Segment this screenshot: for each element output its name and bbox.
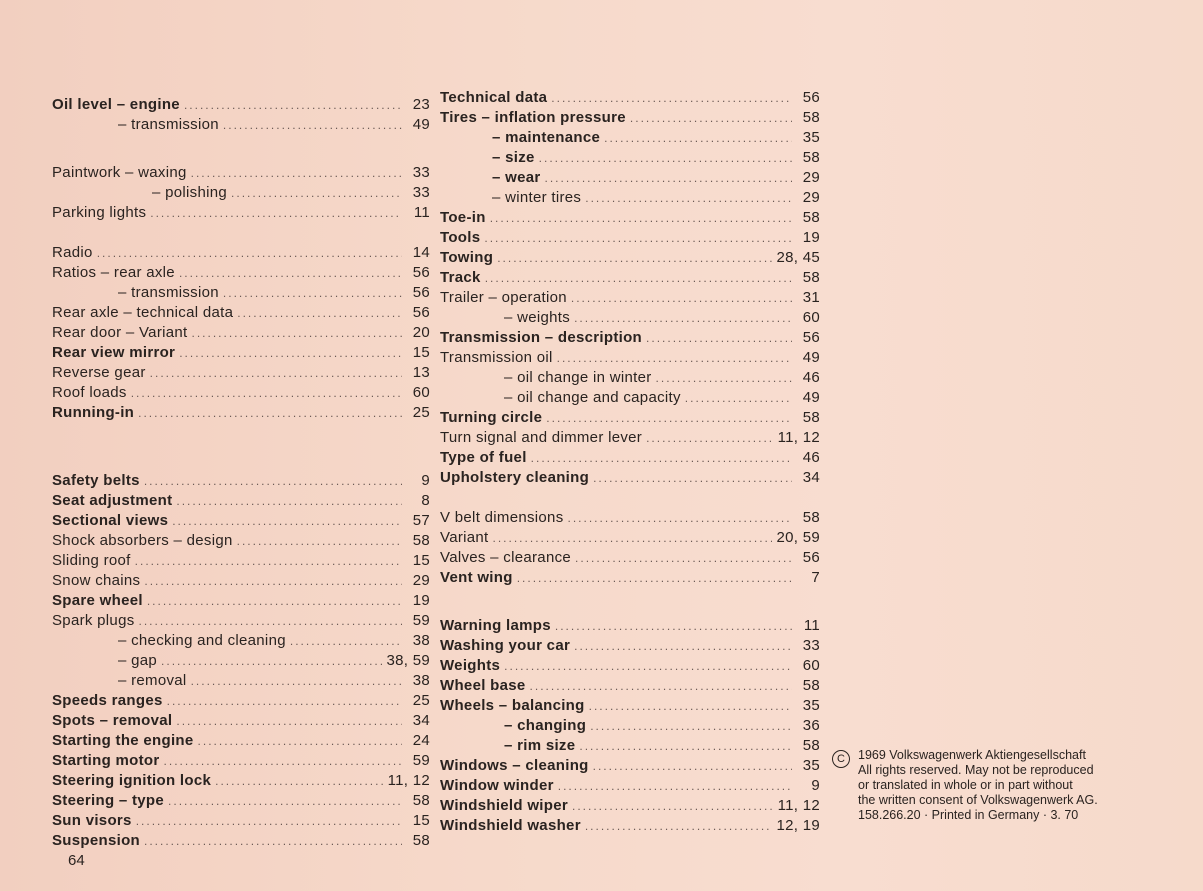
index-page-ref: 28, 45 bbox=[776, 249, 820, 266]
index-entry bbox=[440, 548, 820, 568]
index-page-ref: 59 bbox=[412, 612, 430, 629]
index-page-ref: 58 bbox=[802, 269, 820, 286]
index-page-ref: 11, 12 bbox=[777, 429, 820, 446]
index-entry bbox=[52, 491, 430, 511]
index-page-ref: 56 bbox=[802, 329, 820, 346]
index-term: Oil level – engine bbox=[52, 96, 180, 113]
index-term: Rear view mirror bbox=[52, 344, 176, 361]
dot-leader bbox=[557, 348, 792, 368]
index-page-ref: 58 bbox=[802, 409, 820, 426]
section-gap bbox=[52, 451, 430, 471]
index-term: Rear door – Variant bbox=[52, 324, 188, 341]
index-page-ref: 60 bbox=[802, 657, 820, 674]
index-entry bbox=[440, 468, 820, 488]
index-term: Ratios – rear axle bbox=[52, 264, 175, 281]
dot-leader bbox=[497, 248, 772, 268]
page-number: 64 bbox=[68, 852, 85, 869]
index-entry bbox=[440, 288, 820, 308]
index-page-ref: 9 bbox=[811, 777, 820, 794]
index-term: V belt dimensions bbox=[440, 509, 564, 526]
index-page-ref: 59 bbox=[412, 752, 430, 769]
dot-leader bbox=[215, 771, 383, 791]
dot-leader bbox=[191, 671, 402, 691]
index-term: Running-in bbox=[52, 404, 135, 421]
index-page-ref: 15 bbox=[412, 552, 430, 569]
index-entry bbox=[52, 403, 430, 423]
index-page-ref: 49 bbox=[412, 116, 430, 133]
index-term: Type of fuel bbox=[440, 449, 527, 466]
index-page-ref: 29 bbox=[802, 169, 820, 186]
index-entry bbox=[440, 368, 820, 388]
index-term: Seat adjustment bbox=[52, 492, 173, 509]
copyright-line: 158.266.20 · Printed in Germany · 3. 70 bbox=[858, 808, 1079, 822]
index-entry bbox=[52, 363, 430, 383]
dot-leader bbox=[579, 736, 792, 756]
dot-leader bbox=[572, 796, 774, 816]
dot-leader bbox=[484, 228, 792, 248]
dot-leader bbox=[539, 148, 792, 168]
index-page-ref: 38 bbox=[412, 672, 430, 689]
index-page-ref: 56 bbox=[802, 549, 820, 566]
index-page-ref: 49 bbox=[802, 389, 820, 406]
index-entry bbox=[440, 776, 820, 796]
index-page-ref: 33 bbox=[412, 184, 430, 201]
index-entry bbox=[52, 671, 430, 691]
index-term: Sectional views bbox=[52, 512, 169, 529]
index-entry bbox=[52, 383, 430, 403]
index-page-ref: 58 bbox=[412, 792, 430, 809]
section-gap bbox=[52, 423, 430, 451]
index-page-ref: 25 bbox=[412, 404, 430, 421]
index-term: – transmission bbox=[118, 116, 219, 133]
index-page-ref: 11 bbox=[803, 617, 820, 634]
index-term: – maintenance bbox=[492, 129, 601, 146]
copyright-line: 1969 Volkswagenwerk Aktiengesellschaft bbox=[858, 748, 1086, 762]
index-term: Rear axle – technical data bbox=[52, 304, 234, 321]
index-entry bbox=[52, 243, 430, 263]
index-page-ref: 56 bbox=[802, 89, 820, 106]
index-page-ref: 8 bbox=[421, 492, 430, 509]
dot-leader bbox=[237, 531, 402, 551]
index-entry bbox=[52, 263, 430, 283]
index-term: Shock absorbers – design bbox=[52, 532, 233, 549]
dot-leader bbox=[150, 203, 402, 223]
index-page-ref: 20, 59 bbox=[776, 529, 820, 546]
index-entry bbox=[440, 108, 820, 128]
index-term: – transmission bbox=[118, 284, 219, 301]
index-page-ref: 31 bbox=[802, 289, 820, 306]
section-gap bbox=[52, 223, 430, 243]
index-page-ref: 15 bbox=[412, 812, 430, 829]
index-entry bbox=[440, 816, 820, 836]
index-entry bbox=[440, 528, 820, 548]
dot-leader bbox=[546, 408, 792, 428]
dot-leader bbox=[176, 711, 402, 731]
dot-leader bbox=[517, 568, 792, 588]
index-entry bbox=[440, 636, 820, 656]
dot-leader bbox=[571, 288, 792, 308]
index-term: Vent wing bbox=[440, 569, 513, 586]
index-page-ref: 58 bbox=[802, 109, 820, 126]
dot-leader bbox=[167, 691, 402, 711]
dot-leader bbox=[136, 811, 402, 831]
index-term: – rim size bbox=[504, 737, 576, 754]
dot-leader bbox=[646, 328, 792, 348]
index-entry bbox=[440, 188, 820, 208]
dot-leader bbox=[558, 776, 792, 796]
index-entry bbox=[440, 308, 820, 328]
index-entry bbox=[440, 208, 820, 228]
index-term: Snow chains bbox=[52, 572, 141, 589]
index-page-ref: 38, 59 bbox=[386, 652, 430, 669]
index-term: – wear bbox=[492, 169, 541, 186]
copyright-line: or translated in whole or in part without bbox=[858, 778, 1073, 792]
index-entry bbox=[440, 508, 820, 528]
dot-leader bbox=[138, 403, 402, 423]
index-term: – gap bbox=[118, 652, 158, 669]
index-entry bbox=[52, 611, 430, 631]
index-term: – oil change and capacity bbox=[504, 389, 681, 406]
index-term: Transmission oil bbox=[440, 349, 553, 366]
copyright-line: All rights reserved. May not be reproduced bbox=[858, 763, 1094, 777]
index-entry bbox=[440, 148, 820, 168]
index-term: Trailer – operation bbox=[440, 289, 567, 306]
index-column-left bbox=[52, 95, 430, 851]
dot-leader bbox=[198, 731, 402, 751]
dot-leader bbox=[161, 651, 382, 671]
dot-leader bbox=[656, 368, 792, 388]
index-entry bbox=[440, 228, 820, 248]
index-term: Windshield wiper bbox=[440, 797, 569, 814]
index-entry bbox=[52, 183, 430, 203]
dot-leader bbox=[593, 756, 792, 776]
index-entry bbox=[52, 531, 430, 551]
index-entry bbox=[440, 568, 820, 588]
index-term: Speeds ranges bbox=[52, 692, 163, 709]
index-page-ref: 15 bbox=[412, 344, 430, 361]
dot-leader bbox=[147, 591, 402, 611]
index-page-ref: 34 bbox=[412, 712, 430, 729]
dot-leader bbox=[179, 343, 402, 363]
index-entry bbox=[440, 756, 820, 776]
index-page-ref: 33 bbox=[802, 637, 820, 654]
index-term: Paintwork – waxing bbox=[52, 164, 187, 181]
index-page-ref: 58 bbox=[802, 149, 820, 166]
index-term: Wheel base bbox=[440, 677, 526, 694]
index-entry bbox=[440, 128, 820, 148]
dot-leader bbox=[144, 571, 402, 591]
index-entry bbox=[52, 731, 430, 751]
index-term: Towing bbox=[440, 249, 494, 266]
index-term: Weights bbox=[440, 657, 501, 674]
index-page-ref: 9 bbox=[421, 472, 430, 489]
dot-leader bbox=[191, 163, 402, 183]
index-page-ref: 46 bbox=[802, 449, 820, 466]
section-gap bbox=[440, 488, 820, 508]
copyright-notice bbox=[832, 748, 1182, 823]
index-page-ref: 19 bbox=[802, 229, 820, 246]
index-page-ref: 49 bbox=[802, 349, 820, 366]
dot-leader bbox=[237, 303, 402, 323]
index-entry bbox=[440, 428, 820, 448]
index-entry bbox=[440, 696, 820, 716]
dot-leader bbox=[184, 95, 402, 115]
index-page-ref: 58 bbox=[802, 509, 820, 526]
dot-leader bbox=[574, 308, 792, 328]
dot-leader bbox=[97, 243, 402, 263]
dot-leader bbox=[685, 388, 792, 408]
dot-leader bbox=[192, 323, 403, 343]
dot-leader bbox=[568, 508, 793, 528]
dot-leader bbox=[585, 188, 792, 208]
index-entry bbox=[52, 711, 430, 731]
index-page-ref: 24 bbox=[412, 732, 430, 749]
index-page-ref: 33 bbox=[412, 164, 430, 181]
dot-leader bbox=[531, 448, 792, 468]
index-term: Valves – clearance bbox=[440, 549, 572, 566]
index-entry bbox=[52, 115, 430, 135]
copyright-line: the written consent of Volkswagenwerk AG. bbox=[858, 793, 1098, 807]
dot-leader bbox=[144, 831, 402, 851]
dot-leader bbox=[223, 283, 402, 303]
index-entry bbox=[440, 168, 820, 188]
index-term: Safety belts bbox=[52, 472, 140, 489]
index-entry bbox=[52, 471, 430, 491]
index-term: Wheels – balancing bbox=[440, 697, 585, 714]
index-page-ref: 58 bbox=[412, 832, 430, 849]
index-entry bbox=[52, 751, 430, 771]
index-page-ref: 11, 12 bbox=[387, 772, 430, 789]
index-term: Tools bbox=[440, 229, 481, 246]
index-term: Steering – type bbox=[52, 792, 165, 809]
index-page-ref: 7 bbox=[811, 569, 820, 586]
index-term: Variant bbox=[440, 529, 489, 546]
index-page-ref: 58 bbox=[802, 677, 820, 694]
index-entry bbox=[440, 656, 820, 676]
dot-leader bbox=[164, 751, 402, 771]
index-page-ref: 60 bbox=[802, 309, 820, 326]
index-page-ref: 13 bbox=[412, 364, 430, 381]
index-entry bbox=[440, 716, 820, 736]
index-term: Window winder bbox=[440, 777, 554, 794]
index-entry bbox=[440, 448, 820, 468]
dot-leader bbox=[168, 791, 402, 811]
index-page-ref: 19 bbox=[412, 592, 430, 609]
index-page-ref: 56 bbox=[412, 264, 430, 281]
dot-leader bbox=[135, 551, 402, 571]
index-term: – changing bbox=[504, 717, 587, 734]
index-page-ref: 29 bbox=[412, 572, 430, 589]
index-term: Sliding roof bbox=[52, 552, 131, 569]
index-term: Transmission – description bbox=[440, 329, 643, 346]
index-term: Track bbox=[440, 269, 481, 286]
index-page-ref: 38 bbox=[412, 632, 430, 649]
index-term: Washing your car bbox=[440, 637, 571, 654]
index-term: Windows – cleaning bbox=[440, 757, 589, 774]
index-term: – winter tires bbox=[492, 189, 582, 206]
index-term: Toe-in bbox=[440, 209, 486, 226]
index-entry bbox=[52, 831, 430, 851]
index-entry bbox=[52, 811, 430, 831]
index-page-ref: 11, 12 bbox=[777, 797, 820, 814]
dot-leader bbox=[575, 548, 792, 568]
index-term: Windshield washer bbox=[440, 817, 581, 834]
index-entry bbox=[440, 796, 820, 816]
index-term: Starting the engine bbox=[52, 732, 194, 749]
dot-leader bbox=[144, 471, 402, 491]
index-term: Tires – inflation pressure bbox=[440, 109, 626, 126]
index-entry bbox=[440, 248, 820, 268]
section-gap bbox=[440, 588, 820, 616]
index-page-ref: 20 bbox=[412, 324, 430, 341]
index-term: Reverse gear bbox=[52, 364, 146, 381]
index-entry bbox=[52, 511, 430, 531]
index-term: Spark plugs bbox=[52, 612, 135, 629]
index-entry bbox=[52, 95, 430, 115]
index-page-ref: 34 bbox=[802, 469, 820, 486]
dot-leader bbox=[172, 511, 402, 531]
dot-leader bbox=[493, 528, 773, 548]
index-page-ref: 29 bbox=[802, 189, 820, 206]
dot-leader bbox=[504, 656, 792, 676]
index-page-ref: 58 bbox=[802, 737, 820, 754]
index-entry bbox=[52, 791, 430, 811]
index-page-ref: 56 bbox=[412, 284, 430, 301]
index-term: Warning lamps bbox=[440, 617, 551, 634]
index-column-right bbox=[440, 88, 820, 836]
index-entry bbox=[440, 408, 820, 428]
index-page-ref: 60 bbox=[412, 384, 430, 401]
index-term: Radio bbox=[52, 244, 93, 261]
dot-leader bbox=[490, 208, 792, 228]
dot-leader bbox=[176, 491, 402, 511]
index-term: Turning circle bbox=[440, 409, 543, 426]
index-page-ref: 14 bbox=[412, 244, 430, 261]
dot-leader bbox=[585, 816, 773, 836]
index-page-ref: 23 bbox=[412, 96, 430, 113]
index-entry bbox=[52, 691, 430, 711]
dot-leader bbox=[530, 676, 792, 696]
dot-leader bbox=[485, 268, 792, 288]
dot-leader bbox=[545, 168, 793, 188]
index-page-ref: 57 bbox=[412, 512, 430, 529]
index-entry bbox=[52, 283, 430, 303]
index-entry bbox=[52, 591, 430, 611]
index-entry bbox=[440, 616, 820, 636]
index-entry bbox=[52, 203, 430, 223]
dot-leader bbox=[150, 363, 402, 383]
index-page-ref: 58 bbox=[802, 209, 820, 226]
dot-leader bbox=[593, 468, 792, 488]
index-term: Suspension bbox=[52, 832, 141, 849]
index-entry bbox=[52, 631, 430, 651]
dot-leader bbox=[646, 428, 774, 448]
dot-leader bbox=[589, 696, 792, 716]
index-entry bbox=[440, 388, 820, 408]
index-term: Technical data bbox=[440, 89, 548, 106]
index-term: Sun visors bbox=[52, 812, 132, 829]
index-entry bbox=[52, 303, 430, 323]
dot-leader bbox=[555, 616, 792, 636]
dot-leader bbox=[231, 183, 402, 203]
dot-leader bbox=[223, 115, 402, 135]
index-entry bbox=[52, 771, 430, 791]
dot-leader bbox=[551, 88, 792, 108]
index-page-ref: 25 bbox=[412, 692, 430, 709]
index-term: – checking and cleaning bbox=[118, 632, 286, 649]
index-term: Steering ignition lock bbox=[52, 772, 212, 789]
dot-leader bbox=[139, 611, 402, 631]
index-page-ref: 35 bbox=[802, 129, 820, 146]
dot-leader bbox=[179, 263, 402, 283]
index-entry bbox=[52, 323, 430, 343]
index-page-ref: 58 bbox=[412, 532, 430, 549]
index-entry bbox=[440, 328, 820, 348]
index-term: – oil change in winter bbox=[504, 369, 652, 386]
index-term: Spare wheel bbox=[52, 592, 143, 609]
index-entry bbox=[440, 268, 820, 288]
index-entry bbox=[52, 343, 430, 363]
index-page-ref: 56 bbox=[412, 304, 430, 321]
index-entry bbox=[52, 651, 430, 671]
index-term: Starting motor bbox=[52, 752, 160, 769]
section-gap bbox=[52, 135, 430, 163]
index-page-ref: 35 bbox=[802, 757, 820, 774]
index-page-ref: 12, 19 bbox=[776, 817, 820, 834]
index-term: Spots – removal bbox=[52, 712, 173, 729]
index-term: Turn signal and dimmer lever bbox=[440, 429, 643, 446]
index-term: – removal bbox=[118, 672, 187, 689]
copyright-icon: C bbox=[832, 750, 850, 768]
index-page-ref: 46 bbox=[802, 369, 820, 386]
dot-leader bbox=[290, 631, 402, 651]
index-entry bbox=[440, 348, 820, 368]
index-page-ref: 36 bbox=[802, 717, 820, 734]
index-term: Parking lights bbox=[52, 204, 147, 221]
index-entry bbox=[52, 163, 430, 183]
dot-leader bbox=[604, 128, 792, 148]
index-page-ref: 11 bbox=[413, 204, 430, 221]
index-page-ref: 35 bbox=[802, 697, 820, 714]
index-term: Roof loads bbox=[52, 384, 127, 401]
index-entry bbox=[52, 571, 430, 591]
index-term: Upholstery cleaning bbox=[440, 469, 590, 486]
index-term: – size bbox=[492, 149, 535, 166]
dot-leader bbox=[131, 383, 402, 403]
index-entry bbox=[52, 551, 430, 571]
index-entry bbox=[440, 736, 820, 756]
index-term: – polishing bbox=[152, 184, 228, 201]
index-entry bbox=[440, 676, 820, 696]
dot-leader bbox=[574, 636, 792, 656]
index-entry bbox=[440, 88, 820, 108]
dot-leader bbox=[630, 108, 792, 128]
dot-leader bbox=[590, 716, 792, 736]
index-term: – weights bbox=[504, 309, 571, 326]
